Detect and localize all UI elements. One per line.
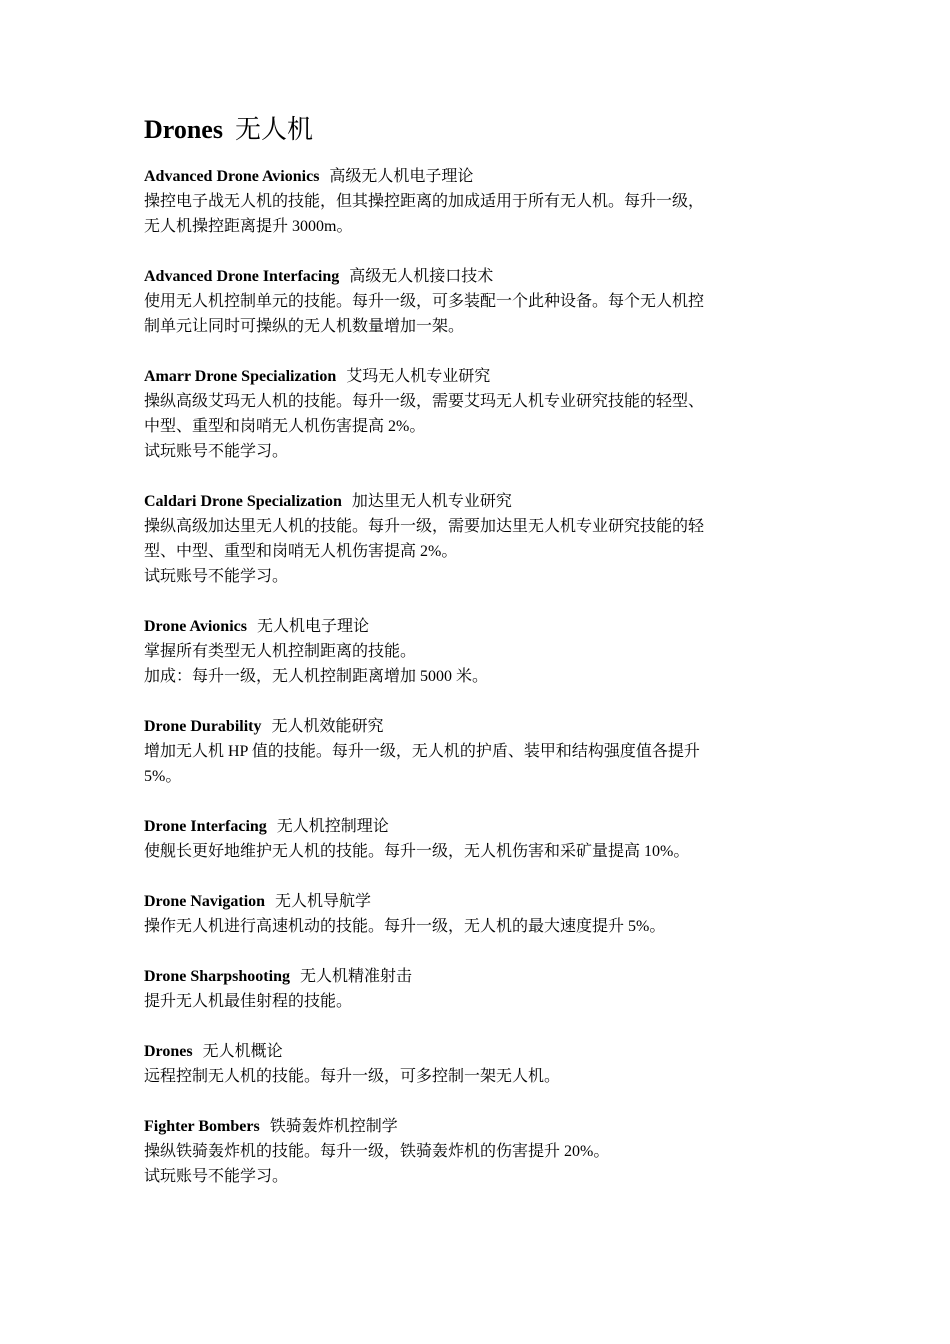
skill-heading	[144, 164, 814, 189]
skill-entry	[144, 1114, 814, 1189]
skill-entry	[144, 1039, 814, 1089]
skill-entry	[144, 714, 814, 789]
skill-description-line: 远程控制无人机的技能。每升一级，可多控制一架无人机。	[144, 1068, 561, 1085]
skill-name-en: Advanced Drone Avionics	[144, 168, 320, 185]
skill-entry	[144, 814, 814, 864]
skill-description-line: 掌握所有类型无人机控制距离的技能。	[144, 643, 417, 660]
skill-name-zh: 无人机电子理论	[256, 618, 369, 635]
skill-description-line: 中型、重型和岗哨无人机伤害提高 2%。	[144, 418, 426, 435]
skill-name-en: Fighter Bombers	[144, 1118, 260, 1135]
page-title	[144, 112, 814, 148]
skill-description-line: 增加无人机 HP 值的技能。每升一级，无人机的护盾、装甲和结构强度值各提升	[144, 743, 700, 760]
skill-description-line: 操纵铁骑轰炸机的技能。每升一级，铁骑轰炸机的伤害提升 20%。	[144, 1143, 610, 1160]
skill-description-line: 试玩账号不能学习。	[144, 1168, 289, 1185]
skill-entry	[144, 889, 814, 939]
skill-name-zh: 加达里无人机专业研究	[351, 493, 512, 510]
skill-name-en: Drone Durability	[144, 718, 262, 735]
skill-heading	[144, 364, 814, 389]
skill-name-en: Drone Sharpshooting	[144, 968, 290, 985]
page-title-zh: 无人机	[234, 115, 313, 144]
skill-entry	[144, 614, 814, 689]
skill-heading	[144, 889, 814, 914]
skill-heading	[144, 714, 814, 739]
skill-description-line: 制单元让同时可操纵的无人机数量增加一架。	[144, 318, 465, 335]
skill-description-line: 试玩账号不能学习。	[144, 568, 289, 585]
skill-name-zh: 无人机效能研究	[271, 718, 384, 735]
skill-name-zh: 无人机概论	[202, 1043, 283, 1060]
skill-description-line: 使用无人机控制单元的技能。每升一级，可多装配一个此种设备。每个无人机控	[144, 293, 705, 310]
skill-heading	[144, 1039, 814, 1064]
skill-name-zh: 艾玛无人机专业研究	[346, 368, 491, 385]
skill-description-line: 试玩账号不能学习。	[144, 443, 289, 460]
skill-name-zh: 铁骑轰炸机控制学	[269, 1118, 398, 1135]
skill-description-line: 操纵高级加达里无人机的技能。每升一级，需要加达里无人机专业研究技能的轻	[144, 518, 705, 535]
skill-description-line: 操控电子战无人机的技能，但其操控距离的加成适用于所有无人机。每升一级，	[144, 193, 705, 210]
skill-heading	[144, 614, 814, 639]
skill-name-en: Caldari Drone Specialization	[144, 493, 342, 510]
skill-name-zh: 无人机精准射击	[299, 968, 412, 985]
skill-description-line: 操纵高级艾玛无人机的技能。每升一级，需要艾玛无人机专业研究技能的轻型、	[144, 393, 705, 410]
skill-name-zh: 无人机导航学	[275, 893, 372, 910]
skill-name-en: Amarr Drone Specialization	[144, 368, 337, 385]
skill-entry	[144, 264, 814, 339]
skill-name-en: Drone Interfacing	[144, 818, 267, 835]
document-page	[144, 112, 814, 1214]
skill-name-zh: 无人机控制理论	[276, 818, 389, 835]
skill-entry	[144, 164, 814, 239]
skill-name-en: Advanced Drone Interfacing	[144, 268, 340, 285]
skill-entry	[144, 364, 814, 464]
skill-name-en: Drone Avionics	[144, 618, 247, 635]
skill-heading	[144, 964, 814, 989]
skill-heading	[144, 814, 814, 839]
page-title-en: Drones	[144, 115, 223, 144]
skill-entry	[144, 964, 814, 1014]
skill-description-line: 型、中型、重型和岗哨无人机伤害提高 2%。	[144, 543, 458, 560]
skill-heading	[144, 1114, 814, 1139]
skill-description-line: 加成：每升一级，无人机控制距离增加 5000 米。	[144, 668, 489, 685]
skill-heading	[144, 264, 814, 289]
skill-description-line: 操作无人机进行高速机动的技能。每升一级，无人机的最大速度提升 5%。	[144, 918, 666, 935]
skill-name-en: Drones	[144, 1043, 193, 1060]
skill-heading	[144, 489, 814, 514]
skill-description-line: 无人机操控距离提升 3000m。	[144, 218, 353, 235]
skill-name-zh: 高级无人机接口技术	[349, 268, 494, 285]
skill-name-zh: 高级无人机电子理论	[329, 168, 474, 185]
skill-list	[144, 164, 814, 1189]
skill-name-en: Drone Navigation	[144, 893, 266, 910]
skill-description-line: 使舰长更好地维护无人机的技能。每升一级，无人机伤害和采矿量提高 10%。	[144, 843, 690, 860]
skill-entry	[144, 489, 814, 589]
skill-description-line: 5%。	[144, 768, 182, 785]
skill-description-line: 提升无人机最佳射程的技能。	[144, 993, 353, 1010]
